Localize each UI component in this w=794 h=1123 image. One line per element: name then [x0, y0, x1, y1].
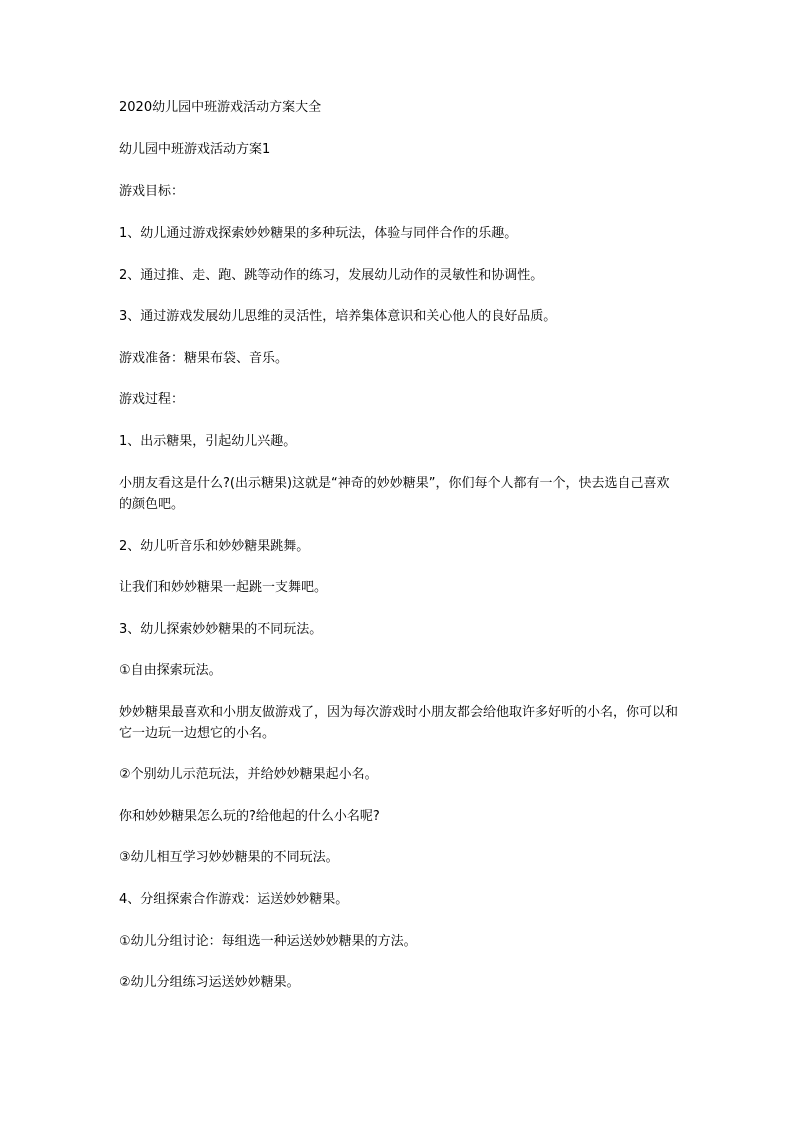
paragraph-step-3-a-detail: 妙妙糖果最喜欢和小朋友做游戏了，因为每次游戏时小朋友都会给他取许多好听的小名，你可以和它一边玩一边想它的小名。 — [119, 705, 679, 741]
paragraph-step-3-b-detail: 你和妙妙糖果怎么玩的?给他起的什么小名呢? — [119, 809, 380, 824]
paragraph-step-4-b: ②幼儿分组练习运送妙妙糖果。 — [119, 975, 300, 990]
paragraph-goal-1: 1、幼儿通过游戏探索妙妙糖果的多种玩法，体验与同伴合作的乐趣。 — [119, 226, 518, 241]
document-title: 2020幼儿园中班游戏活动方案大全 — [119, 100, 322, 115]
paragraph-goal-3: 3、通过游戏发展幼儿思维的灵活性，培养集体意识和关心他人的良好品质。 — [119, 309, 557, 324]
paragraph-step-2-detail: 让我们和妙妙糖果一起跳一支舞吧。 — [119, 580, 328, 595]
paragraph-step-3-c: ③幼儿相互学习妙妙糖果的不同玩法。 — [119, 850, 339, 865]
paragraph-step-2: 2、幼儿听音乐和妙妙糖果跳舞。 — [119, 539, 310, 554]
paragraph-step-1-detail: 小朋友看这是什么?(出示糖果)这就是“神奇的妙妙糖果”，你们每个人都有一个，快去选自己喜欢的颜色吧。 — [119, 476, 670, 512]
paragraph-process-heading: 游戏过程： — [119, 392, 185, 407]
paragraph-preparation: 游戏准备：糖果布袋、音乐。 — [119, 351, 289, 366]
paragraph-step-3: 3、幼儿探索妙妙糖果的不同玩法。 — [119, 622, 323, 637]
paragraph-step-4: 4、分组探索合作游戏：运送妙妙糖果。 — [119, 892, 349, 907]
paragraph-step-3-a: ①自由探索玩法。 — [119, 663, 222, 678]
paragraph-step-4-a: ①幼儿分组讨论：每组选一种运送妙妙糖果的方法。 — [119, 934, 417, 949]
paragraph-goals-heading: 游戏目标： — [119, 184, 185, 199]
paragraph-goal-2: 2、通过推、走、跑、跳等动作的练习，发展幼儿动作的灵敏性和协调性。 — [119, 268, 544, 283]
section-title: 幼儿园中班游戏活动方案1 — [119, 142, 271, 157]
paragraph-step-1: 1、出示糖果，引起幼儿兴趣。 — [119, 434, 297, 449]
paragraph-step-3-b: ②个别幼儿示范玩法，并给妙妙糖果起小名。 — [119, 767, 378, 782]
